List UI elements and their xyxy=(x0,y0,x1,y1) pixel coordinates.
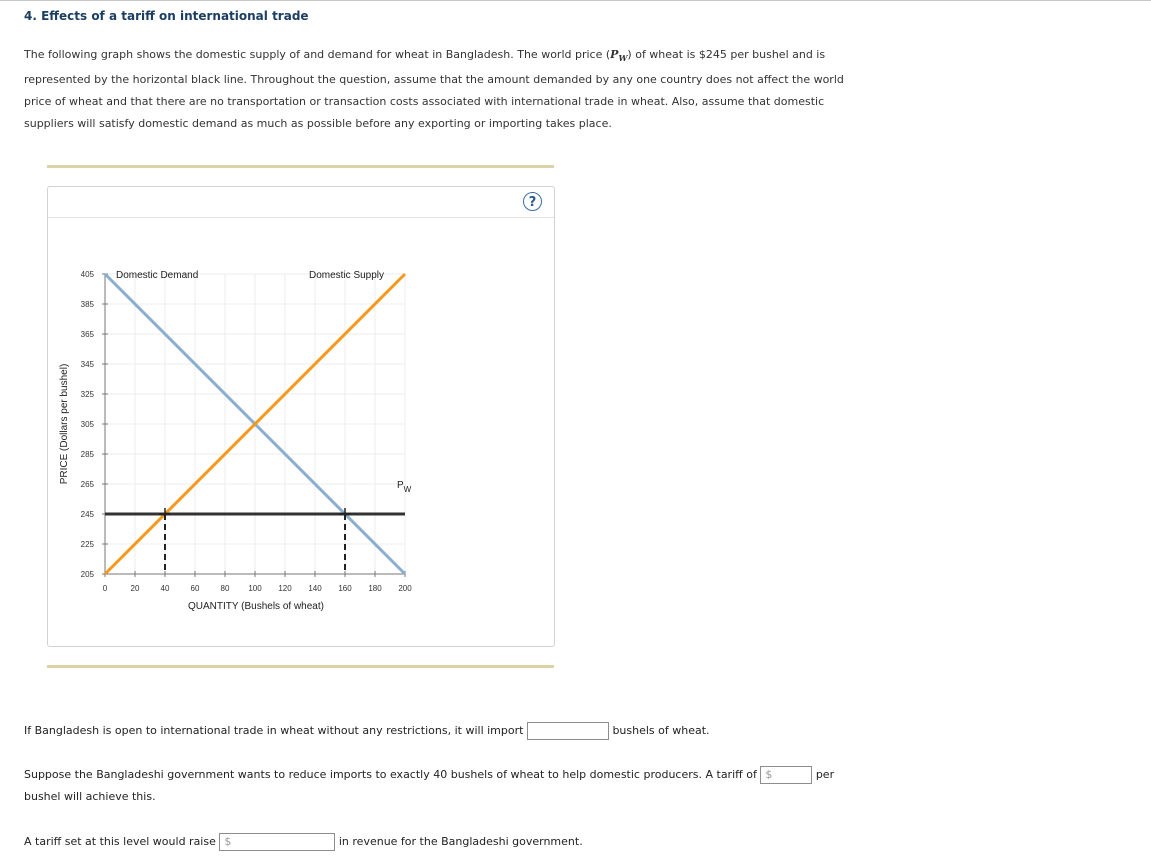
question-3: A tariff set at this level would raise $ in revenue for the Bangladeshi government. xyxy=(24,833,583,851)
x-tick-label: 0 xyxy=(102,584,108,593)
help-button[interactable]: ? xyxy=(523,192,542,211)
supply-label: Domestic Supply xyxy=(309,270,385,281)
y-tick-label: 305 xyxy=(80,420,94,429)
pw-symbol: $P_W$ xyxy=(610,48,628,64)
y-tick-label: 325 xyxy=(80,390,94,399)
y-axis-label: PRICE (Dollars per bushel) xyxy=(59,363,70,485)
question-1: If Bangladesh is open to international trade in wheat without any restrictions, it will import bushels of wheat. xyxy=(24,722,710,740)
x-tick-label: 20 xyxy=(130,584,140,593)
y-ticks xyxy=(81,270,108,579)
y-tick-label: 345 xyxy=(80,360,94,369)
y-tick-label: 385 xyxy=(80,300,94,309)
x-axis-label: QUANTITY (Bushels of wheat) xyxy=(188,601,324,612)
question-title: 4. Effects of a tariff on international trade xyxy=(24,9,309,23)
y-tick-label: 245 xyxy=(80,510,94,519)
x-tick-label: 40 xyxy=(160,584,170,593)
supply-demand-chart xyxy=(48,187,554,646)
top-divider xyxy=(0,0,1151,1)
graph-bottom-rule xyxy=(47,665,554,668)
x-tick-label: 180 xyxy=(368,584,382,593)
y-tick-label: 405 xyxy=(80,270,94,279)
y-tick-label: 225 xyxy=(80,540,94,549)
question-2-line2: bushel will achieve this. xyxy=(24,790,156,803)
y-tick-label: 205 xyxy=(80,570,94,579)
intro-text: The following graph shows the domestic supply of and demand for wheat in Bangladesh. The world price $(P_W)$ of wheat is $245 per bushel and is represented by the horizontal black line. Throughout the question, assume that the amount demanded by any one country does not affect the world price of wheat and that there are no transportation or transaction costs associated with international trade in wheat. Also, assume that domestic suppliers will satisfy domestic demand as much as possible before any exporting or importing takes place. xyxy=(24,48,844,131)
graph-panel xyxy=(47,186,555,647)
demand-label: Domestic Demand xyxy=(116,270,199,281)
currency-icon: $ xyxy=(765,768,773,781)
x-tick-label: 120 xyxy=(278,584,292,593)
x-tick-label: 80 xyxy=(220,584,230,593)
x-tick-label: 200 xyxy=(398,584,412,593)
x-tick-label: 140 xyxy=(308,584,322,593)
x-tick-label: 160 xyxy=(338,584,352,593)
pw-label: $P_W$ xyxy=(397,480,412,494)
y-tick-label: 365 xyxy=(80,330,94,339)
question-2: Suppose the Bangladeshi government wants to reduce imports to exactly 40 bushels of wheat to help domestic producers. A tariff of $ per xyxy=(24,766,834,784)
graph-top-rule xyxy=(47,165,554,168)
tariff-revenue-input[interactable] xyxy=(219,833,335,851)
x-tick-label: 60 xyxy=(190,584,200,593)
import-quantity-input[interactable] xyxy=(527,722,609,740)
tariff-input[interactable] xyxy=(760,766,812,784)
y-tick-label: 265 xyxy=(80,480,94,489)
currency-icon: $ xyxy=(224,835,232,848)
x-tick-label: 100 xyxy=(248,584,262,593)
y-tick-label: 285 xyxy=(80,450,94,459)
